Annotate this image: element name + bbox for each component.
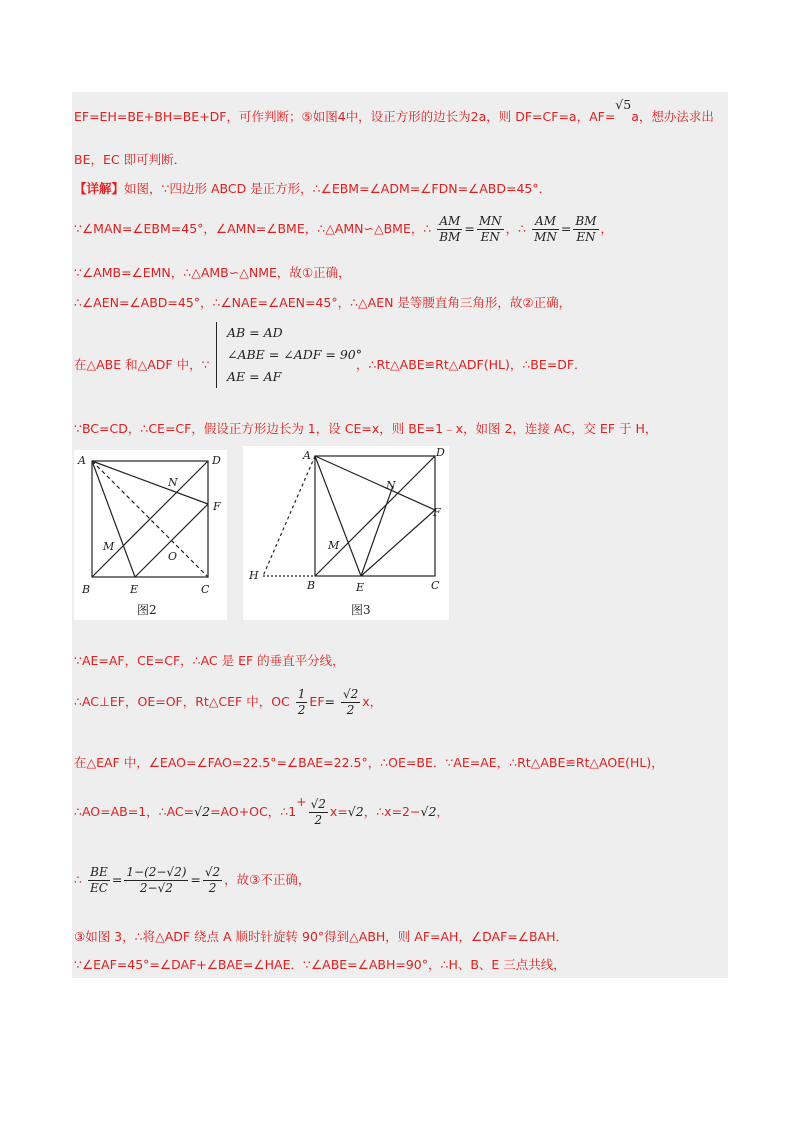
- fig3-diag-bd: [315, 456, 435, 576]
- equation-system: [216, 322, 362, 388]
- line12-sqrt2: √2: [347, 804, 364, 819]
- text-line-8: ∵BC=CD，∴CE=CF，假设正方形边长为 1，设 CE=x，则 BE=1﹣x，如图 2，连接 AC，交 EF 于 H，: [74, 421, 658, 436]
- line10-text: ∴AC⊥EF，OE=OF，Rt△CEF 中，OC: [74, 694, 290, 709]
- fig3-label-a: A: [303, 449, 311, 462]
- text-line-13: ∴ $\frac{BE}{EC}$ = $\frac{1-(2-√2)}{2-√2}$ = $\frac{√2}{2}$ ，故③不正确，: [74, 865, 311, 895]
- line12-sqrt3: √2: [420, 804, 437, 819]
- frac-am-bm: $\frac{AM}{BM}$: [439, 214, 461, 244]
- line1-text: EF=EH=BE+BH=BE+DF，可作判断；⑤如图4中，设正方形的边长为2a，则 DF=CF=a，AF=: [74, 109, 616, 124]
- line12-b: =AO+OC，∴1: [210, 804, 297, 819]
- sqrt5: √5: [615, 97, 632, 112]
- line10-x: x，: [362, 694, 383, 709]
- fig2-label-f: F: [213, 500, 221, 513]
- figure-3: [243, 446, 449, 620]
- line12-text: ∴AO=AB=1，∴AC=: [74, 804, 195, 819]
- text-line-12: [74, 794, 449, 830]
- line13-pre: ∴: [74, 872, 82, 887]
- detail-tag: 【详解】: [74, 181, 125, 196]
- text-line-2: BE，EC 即可判断．: [74, 152, 187, 167]
- frac-mn-en: $\frac{MN}{EN}$: [478, 214, 502, 244]
- frac-bm-en: $\frac{BM}{EN}$: [575, 214, 597, 244]
- line12-e: ，: [436, 804, 449, 819]
- fig2-line-ae: [92, 461, 135, 577]
- fig2-label-n: N: [168, 476, 178, 489]
- sys-line-3: AE = AF: [227, 369, 282, 384]
- fig2-label-a: A: [78, 454, 86, 467]
- text-line-9: ∵AE=AF，CE=CF，∴AC 是 EF 的垂直平分线，: [74, 653, 345, 668]
- text-line-7b: ，∴Rt△ABE≌Rt△ADF(HL)，∴BE=DF．: [356, 357, 587, 372]
- text-line-10: [74, 684, 382, 720]
- figure-2-svg: [74, 450, 227, 620]
- figure-3-svg: [243, 446, 449, 620]
- fig2-label-d: D: [212, 454, 221, 467]
- fig3-label-f: F: [433, 506, 441, 519]
- line3-text: 如图，∵四边形 ABCD 是正方形，∴∠EBM=∠ADM=∠FDN=∠ABD=45°．: [124, 181, 552, 196]
- fig3-label-c: C: [431, 579, 440, 592]
- fig3-label-n: N: [386, 479, 396, 492]
- fig2-label-b: B: [82, 583, 91, 596]
- frac-root2-over-2-b: $\frac{√2}{2}$: [310, 797, 326, 827]
- text-line-15: ∵∠EAF=45°=∠DAF+∠BAE=∠HAE．∵∠ABE=∠ABH=90°，∴H、B、E 三点共线，: [74, 957, 566, 972]
- fig2-caption: 图2: [137, 603, 157, 617]
- text-line-11: 在△EAF 中，∠EAO=∠FAO=22.5°=∠BAE=22.5°，∴OE=BE．∵AE=AE，∴Rt△ABE≌Rt△AOE(HL)，: [74, 755, 664, 770]
- line12-d: ，∴x=2−: [363, 804, 421, 819]
- fig2-label-o: O: [168, 550, 178, 563]
- fig3-label-h: H: [249, 569, 259, 582]
- line1-tail: a，想办法求出: [631, 109, 714, 124]
- line13-post: ，故③不正确，: [224, 872, 311, 887]
- fig2-label-c: C: [201, 583, 210, 596]
- fig3-label-m: M: [328, 539, 340, 552]
- figure-2: [74, 450, 227, 620]
- line10-ef: EF: [309, 694, 325, 709]
- fig2-line-af: [92, 461, 208, 504]
- text-line-6: ∴∠AEN=∠ABD=45°，∴∠NAE=∠AEN=45°，∴△AEN 是等腰直角三角形，故②正确，: [74, 295, 572, 310]
- fig3-caption: 图3: [351, 603, 371, 617]
- fig2-label-e: E: [130, 583, 139, 596]
- line12-plus: +: [296, 794, 307, 809]
- text-line-1: [74, 97, 714, 126]
- text-line-5: ∵∠AMB=∠EMN，∴△AMB∽△NME，故①正确，: [74, 265, 351, 280]
- fig3-label-d: D: [436, 446, 445, 459]
- line12-sqrt: √2: [194, 804, 211, 819]
- text-line-4: ∵∠MAN=∠EBM=45°，∠AMN=∠BME，∴△AMN∽△BME，∴ $\frac{AM}{BM}$ = $\frac{MN}{EN}$ ，∴ $\frac{AM}{MN}$ = $\frac{BM}{EN}$ ，: [74, 214, 614, 244]
- frac-be-ec: $\frac{BE}{EC}$: [89, 865, 108, 895]
- fig2-label-m: M: [103, 540, 115, 553]
- frac-am-mn: $\frac{AM}{MN}$: [534, 214, 557, 244]
- frac-expr: $\frac{1-(2-√2)}{2-√2}$: [126, 865, 187, 895]
- text-line-7a: 在△ABE 和△ADF 中，∵: [74, 357, 210, 372]
- line10-eq: =: [324, 694, 335, 709]
- fig3-label-e: E: [356, 581, 365, 594]
- text-line-14: ③如图 3，∴将△ADF 绕点 A 顺时针旋转 90°得到△ABH，则 AF=AH，∠DAF=∠BAH．: [74, 929, 569, 944]
- fig3-line-ah: [263, 456, 315, 576]
- line4-text: ∵∠MAN=∠EBM=45°，∠AMN=∠BME，∴△AMN∽△BME，∴: [74, 221, 432, 236]
- sys-line-2: ∠ABE = ∠ADF = 90°: [227, 347, 363, 362]
- sys-line-1: AB = AD: [227, 325, 283, 340]
- frac-half: $\frac{1}{2}$: [297, 687, 306, 717]
- line12-c: x=: [329, 804, 348, 819]
- frac-root2-over-2-c: $\frac{√2}{2}$: [204, 865, 221, 895]
- text-line-3: [74, 180, 551, 198]
- frac-root2-over-2: $\frac{√2}{2}$: [342, 687, 359, 717]
- fig3-label-b: B: [307, 579, 316, 592]
- line4-mid: ，∴: [505, 221, 527, 236]
